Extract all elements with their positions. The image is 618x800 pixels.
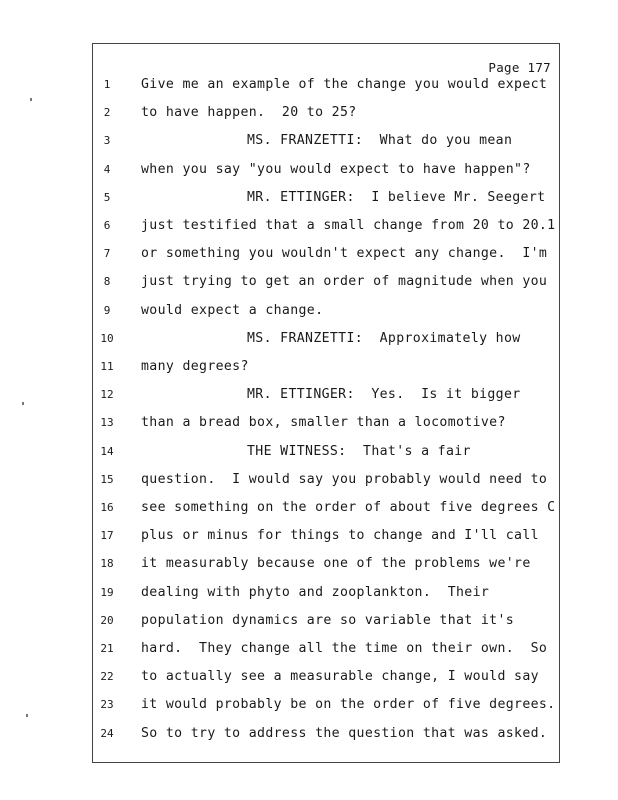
scan-mark — [26, 714, 28, 717]
transcript-line: see something on the order of about five degrees C — [141, 500, 556, 515]
transcript-line: MR. ETTINGER: Yes. Is it bigger — [247, 387, 521, 402]
transcript-line: MS. FRANZETTI: What do you mean — [247, 133, 513, 148]
line-number: 24 — [100, 727, 114, 740]
scan-mark — [30, 98, 32, 101]
transcript-line: or something you wouldn't expect any change. I'm — [141, 246, 548, 261]
line-number: 2 — [103, 106, 111, 119]
transcript-page — [92, 43, 560, 763]
transcript-line: population dynamics are so variable that it's — [141, 613, 515, 628]
line-number: 22 — [100, 670, 114, 683]
transcript-line: hard. They change all the time on their own. So — [141, 641, 548, 656]
line-number: 1 — [103, 78, 111, 91]
line-number: 10 — [100, 332, 114, 345]
line-number: 17 — [100, 529, 114, 542]
line-number: 19 — [100, 586, 114, 599]
transcript-line: So to try to address the question that was asked. — [141, 726, 548, 741]
page-number: Page 177 — [488, 60, 551, 75]
transcript-line: it measurably because one of the problems we're — [141, 556, 531, 571]
transcript-line: MR. ETTINGER: I believe Mr. Seegert — [247, 190, 546, 205]
transcript-line: when you say "you would expect to have happen"? — [141, 162, 531, 177]
line-number: 5 — [103, 191, 111, 204]
line-number: 9 — [103, 304, 111, 317]
transcript-line: MS. FRANZETTI: Approximately how — [247, 331, 521, 346]
transcript-line: Give me an example of the change you would expect — [141, 77, 548, 92]
line-number: 6 — [103, 219, 111, 232]
line-number: 23 — [100, 698, 114, 711]
transcript-line: question. I would say you probably would need to — [141, 472, 548, 487]
line-number: 14 — [100, 445, 114, 458]
transcript-line: just trying to get an order of magnitude when you — [141, 274, 548, 289]
line-number: 11 — [100, 360, 114, 373]
line-number: 21 — [100, 642, 114, 655]
line-number: 7 — [103, 247, 111, 260]
transcript-line: than a bread box, smaller than a locomotive? — [141, 415, 506, 430]
line-number: 12 — [100, 388, 114, 401]
transcript-line: just testified that a small change from 20 to 20.1 — [141, 218, 556, 233]
transcript-line: would expect a change. — [141, 303, 324, 318]
transcript-line: to actually see a measurable change, I would say — [141, 669, 539, 684]
transcript-line: it would probably be on the order of five degrees. — [141, 697, 556, 712]
line-number: 16 — [100, 501, 114, 514]
line-number: 3 — [103, 134, 111, 147]
line-number: 8 — [103, 275, 111, 288]
transcript-line: dealing with phyto and zooplankton. Their — [141, 585, 490, 600]
transcript-line: plus or minus for things to change and I'll call — [141, 528, 539, 543]
line-number: 20 — [100, 614, 114, 627]
transcript-line: to have happen. 20 to 25? — [141, 105, 357, 120]
line-number: 15 — [100, 473, 114, 486]
line-number: 4 — [103, 163, 111, 176]
line-number: 18 — [100, 557, 114, 570]
scan-mark — [22, 402, 24, 405]
line-number: 13 — [100, 416, 114, 429]
transcript-line: many degrees? — [141, 359, 249, 374]
transcript-line: THE WITNESS: That's a fair — [247, 444, 471, 459]
